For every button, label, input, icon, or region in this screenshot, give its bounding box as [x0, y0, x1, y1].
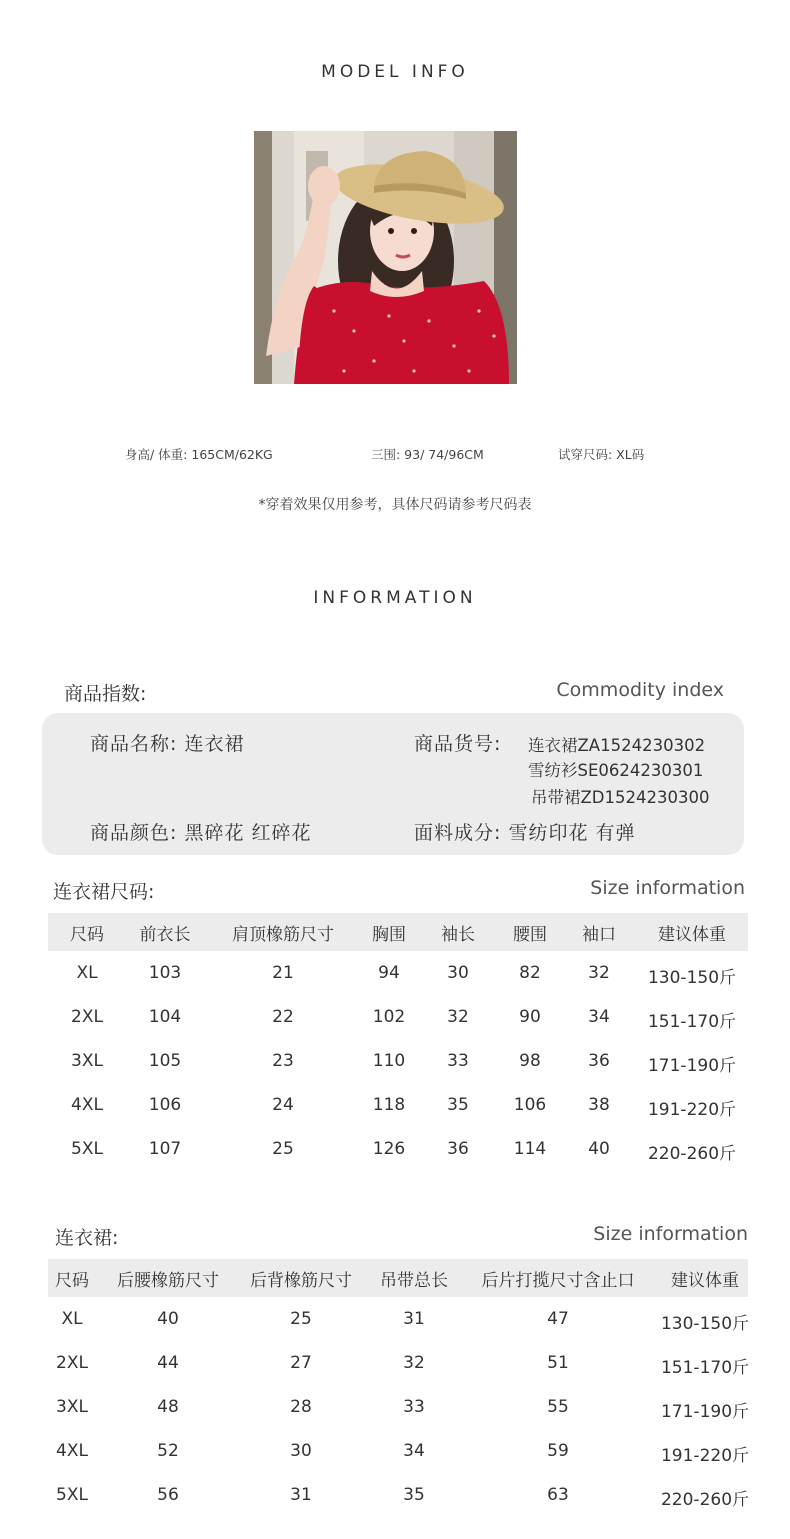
table-cell: 130-150斤 [647, 968, 737, 988]
table-cell: 32 [588, 963, 610, 983]
product-sku: 雪纺衫SE0624230301 [528, 761, 704, 780]
table-cell: 220-260斤 [660, 1490, 750, 1510]
size-information-label: Size information [593, 1223, 748, 1245]
product-colors: 商品颜色: 黑碎花 红碎花 [90, 822, 312, 844]
table-cell: 3XL [71, 1051, 103, 1071]
table-cell: 126 [372, 1139, 406, 1159]
table-cell: 52 [157, 1441, 179, 1461]
table-cell: 118 [372, 1095, 406, 1115]
table-cell: 33 [447, 1051, 469, 1071]
table-header-cell: 后背橡筋尺寸 [250, 1271, 352, 1291]
table-cell: 171-190斤 [660, 1402, 750, 1422]
information-title: INFORMATION [313, 588, 477, 608]
table-cell: 25 [272, 1139, 294, 1159]
table-cell: 28 [290, 1397, 312, 1417]
table-cell: 30 [447, 963, 469, 983]
table-cell: 31 [290, 1485, 312, 1505]
table-cell: 4XL [71, 1095, 103, 1115]
table-cell: 5XL [71, 1139, 103, 1159]
table-header-cell: 后片打揽尺寸含止口 [481, 1271, 635, 1291]
table-cell: 23 [272, 1051, 294, 1071]
table-cell: 191-220斤 [660, 1446, 750, 1466]
table-cell: 191-220斤 [647, 1100, 737, 1120]
table-cell: 98 [519, 1051, 541, 1071]
table-cell: 90 [519, 1007, 541, 1027]
table-cell: 5XL [56, 1485, 88, 1505]
dress-size-table-title: 连衣裙尺码: [53, 881, 155, 903]
table-header-cell: 后腰橡筋尺寸 [117, 1271, 219, 1291]
model-try-on-size: 试穿尺码: XL码 [558, 447, 645, 462]
table-cell: 114 [513, 1139, 547, 1159]
table-cell: 25 [290, 1309, 312, 1329]
product-sku-label: 商品货号: [414, 733, 502, 755]
table-header-cell: 胸围 [372, 925, 406, 945]
table-cell: XL [61, 1309, 83, 1329]
table-cell: 38 [588, 1095, 610, 1115]
table-cell: 30 [290, 1441, 312, 1461]
size-reference-note: *穿着效果仅用参考，具体尺码请参考尺码表 [258, 497, 532, 513]
table-cell: 3XL [56, 1397, 88, 1417]
table-cell: 36 [588, 1051, 610, 1071]
table-cell: 34 [403, 1441, 425, 1461]
table-cell: 32 [403, 1353, 425, 1373]
table-header-cell: 前衣长 [139, 925, 191, 945]
table-header-cell: 袖口 [582, 925, 616, 945]
table-cell: 24 [272, 1095, 294, 1115]
table-cell: 2XL [71, 1007, 103, 1027]
table-cell: 36 [447, 1139, 469, 1159]
model-height-weight: 身高/ 体重: 165CM/62KG [125, 447, 273, 462]
table-cell: 106 [513, 1095, 547, 1115]
table-cell: 22 [272, 1007, 294, 1027]
table-cell: 48 [157, 1397, 179, 1417]
table-cell: 40 [157, 1309, 179, 1329]
table-cell: 35 [403, 1485, 425, 1505]
table-cell: 107 [148, 1139, 182, 1159]
table-cell: 82 [519, 963, 541, 983]
table-cell: 44 [157, 1353, 179, 1373]
table-cell: 94 [378, 963, 400, 983]
table-cell: 21 [272, 963, 294, 983]
model-photo [254, 131, 517, 384]
product-name: 商品名称: 连衣裙 [90, 733, 245, 755]
table-cell: 103 [148, 963, 182, 983]
model-measurements: 三围: 93/ 74/96CM [371, 447, 484, 462]
table-cell: 130-150斤 [660, 1314, 750, 1334]
table-cell: 35 [447, 1095, 469, 1115]
product-sku: 连衣裙ZA1524230302 [528, 736, 706, 755]
table-cell: 110 [372, 1051, 406, 1071]
table-cell: 104 [148, 1007, 182, 1027]
model-info-title: MODEL INFO [321, 62, 469, 82]
commodity-index-english: Commodity index [556, 679, 724, 701]
table-header-cell: 肩顶橡筋尺寸 [232, 925, 334, 945]
table-cell: 4XL [56, 1441, 88, 1461]
table-cell: 34 [588, 1007, 610, 1027]
table-cell: 63 [547, 1485, 569, 1505]
product-sku: 吊带裙ZD1524230300 [531, 788, 710, 807]
table-cell: 151-170斤 [647, 1012, 737, 1032]
table-cell: 47 [547, 1309, 569, 1329]
table-cell: 106 [148, 1095, 182, 1115]
table-cell: 51 [547, 1353, 569, 1373]
table-header-cell: 腰围 [513, 925, 547, 945]
table-cell: XL [76, 963, 98, 983]
table-header-cell: 尺码 [55, 1271, 89, 1291]
size-information-label: Size information [590, 877, 745, 899]
product-fabric: 面料成分: 雪纺印花 有弹 [414, 822, 636, 844]
table-header-cell: 建议体重 [658, 925, 726, 945]
table-cell: 40 [588, 1139, 610, 1159]
table-cell: 56 [157, 1485, 179, 1505]
table-cell: 2XL [56, 1353, 88, 1373]
table-cell: 105 [148, 1051, 182, 1071]
commodity-index-label: 商品指数: [64, 683, 147, 705]
table-cell: 151-170斤 [660, 1358, 750, 1378]
table-cell: 32 [447, 1007, 469, 1027]
table-header-cell: 吊带总长 [380, 1271, 448, 1291]
table-header-cell: 袖长 [441, 925, 475, 945]
table-header-cell: 建议体重 [671, 1271, 739, 1291]
table-cell: 31 [403, 1309, 425, 1329]
model-photo-illustration [254, 131, 517, 384]
slip-dress-size-table-title: 连衣裙: [55, 1227, 119, 1249]
table-cell: 33 [403, 1397, 425, 1417]
table-header-cell: 尺码 [70, 925, 104, 945]
table-cell: 59 [547, 1441, 569, 1461]
table-cell: 220-260斤 [647, 1144, 737, 1164]
table-cell: 102 [372, 1007, 406, 1027]
table-cell: 55 [547, 1397, 569, 1417]
table-cell: 171-190斤 [647, 1056, 737, 1076]
table-cell: 27 [290, 1353, 312, 1373]
